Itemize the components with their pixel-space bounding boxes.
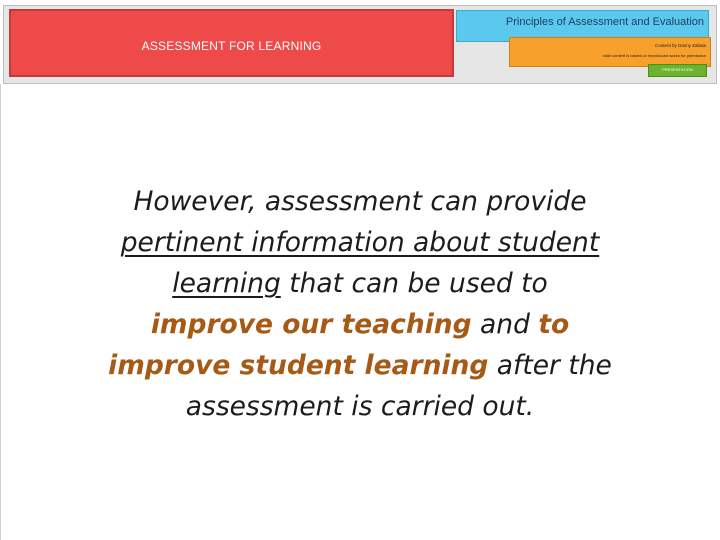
body-emphasis-learning: improve student learning bbox=[108, 350, 489, 381]
section-title: ASSESSMENT FOR LEARNING bbox=[141, 39, 322, 53]
slide-body-text bbox=[60, 181, 660, 427]
body-text-segment: after the bbox=[488, 350, 612, 381]
credits-line-1: Content by Danny Zabala bbox=[654, 43, 706, 48]
body-underlined-phrase-1: pertinent information about student bbox=[120, 227, 600, 258]
body-emphasis-teaching: improve our teaching bbox=[150, 309, 472, 340]
body-text-segment: that can be used to bbox=[280, 268, 548, 299]
course-title: Principles of Assessment and Evaluation bbox=[505, 16, 704, 28]
body-text-segment: and bbox=[471, 309, 539, 340]
body-underlined-phrase-2: learning bbox=[172, 268, 281, 299]
body-line-last: assessment is carried out. bbox=[185, 391, 535, 422]
body-line-1: However, assessment can provide bbox=[133, 186, 587, 217]
presentation-tag bbox=[648, 64, 707, 77]
section-banner bbox=[9, 9, 454, 77]
credits-box bbox=[509, 37, 711, 67]
credits-line-2: slide content is based on reproduced works for permission bbox=[602, 53, 706, 58]
presentation-tag-label: PRESENTATION bbox=[662, 67, 693, 72]
body-emphasis-to: to bbox=[538, 309, 570, 340]
